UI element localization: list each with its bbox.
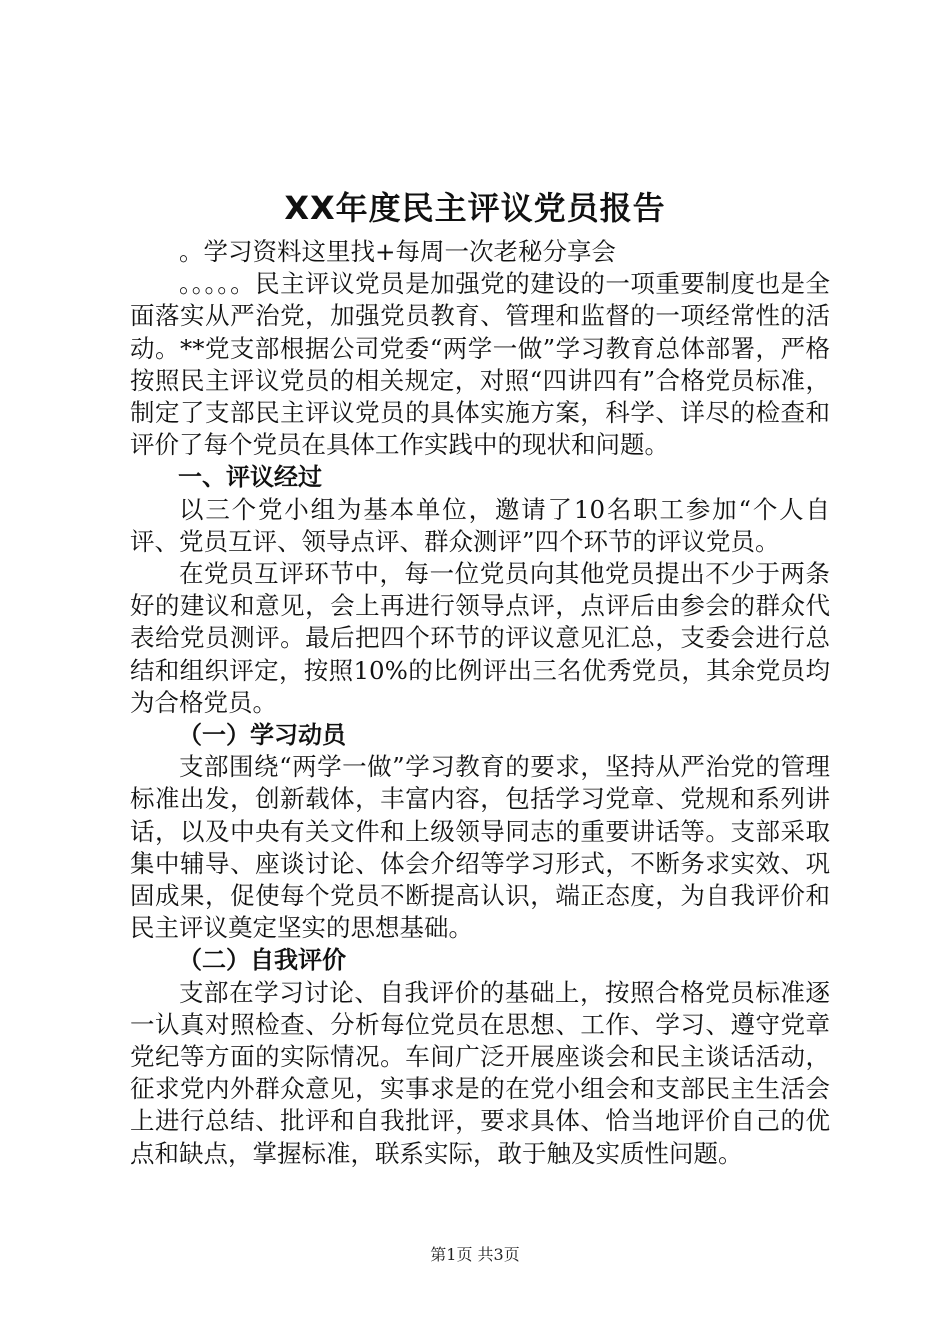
section-heading-1: 一、评议经过 (178, 463, 322, 492)
subsection-heading-1: （一）学习动员 (178, 721, 346, 750)
paragraph-intro: 。。。。。民主评议党员是加强党的建设的一项重要制度也是全面落实从严治党，加强党员教育、管理和监督的一项经常性的活动。**党支部根据公司党委“两学一做”学习教育总体部署，严格按照民主评议党员的相关规定，对照“四讲四有”合格党员标准，制定了支部民主评议党员的具体实施方案，科学、详尽的检查和评价了每个党员在具体工作实践中的现状和问题。 (130, 269, 830, 460)
paragraph-process-1: 以三个党小组为基本单位，邀请了10名职工参加“个人自评、党员互评、领导点评、群众测评”四个环节的评议党员。 (130, 494, 830, 556)
paragraph-process-2: 在党员互评环节中，每一位党员向其他党员提出不少于两条好的建议和意见，会上再进行领导点评，点评后由参会的群众代表给党员测评。最后把四个环节的评议意见汇总，支委会进行总结和组织评定，按照10%的比例评出三名优秀党员，其余党员均为合格党员。 (130, 559, 830, 717)
paragraph-study: 支部围绕“两学一做”学习教育的要求，坚持从严治党的管理标准出发，创新载体，丰富内容，包括学习党章、党规和系列讲话，以及中央有关文件和上级领导同志的重要讲话等。支部采取集中辅导、座谈讨论、体会介绍等学习形式，不断务求实效、巩固成果，促使每个党员不断提高认识，端正态度，为自我评价和民主评议奠定坚实的思想基础。 (130, 752, 830, 943)
page-footer: 第1页 共3页 (430, 1245, 520, 1264)
subsection-heading-2: （二）自我评价 (178, 946, 346, 975)
intro-note: 。学习资料这里找+每周一次老秘分享会 (179, 237, 617, 266)
document-body (130, 236, 830, 1170)
paragraph-self-evaluation: 支部在学习讨论、自我评价的基础上，按照合格党员标准逐一认真对照检查、分析每位党员在思想、工作、学习、遵守党章党纪等方面的实际情况。车间广泛开展座谈会和民主谈话活动，征求党内外群众意见，实事求是的在党小组会和支部民主生活会上进行总结、批评和自我批评，要求具体、恰当地评价自己的优点和缺点，掌握标准，联系实际，敢于触及实质性问题。 (130, 977, 830, 1168)
document-title: XX年度民主评议党员报告 (284, 189, 666, 227)
